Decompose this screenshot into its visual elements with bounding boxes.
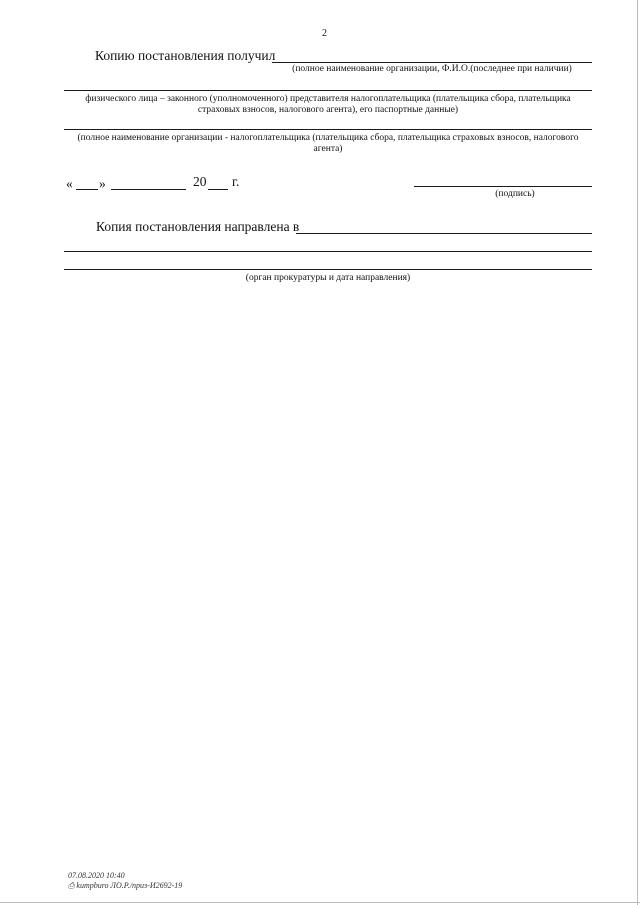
signature-caption: (подпись): [495, 189, 535, 199]
date-year-line: [208, 189, 228, 190]
date-day-line: [76, 189, 98, 190]
received-name-line: [272, 62, 592, 63]
sent-label: Копия постановления направлена в: [96, 219, 300, 234]
printer-icon: ⎙: [68, 881, 75, 890]
footer-path: [68, 881, 182, 891]
page-edge-bottom: [0, 902, 640, 903]
received-caption-2b: страховых взносов, налогового агента), его паспортные данные): [197, 105, 459, 115]
footer-path-text: kumpburo ЛО.Р./приз-И2692-19: [76, 881, 183, 890]
signature-line: [414, 186, 592, 187]
received-caption-1: (полное наименование организации, Ф.И.О.(последнее при наличии): [292, 64, 572, 74]
received-line-2: [64, 90, 592, 91]
date-month-line: [111, 189, 186, 190]
date-open-quote: «: [66, 176, 73, 191]
date-year-suffix: г.: [232, 174, 240, 189]
date-close-quote: »: [99, 176, 106, 191]
received-line-3: [64, 129, 592, 130]
received-caption-3a: (полное наименование организации - налогоплательщика (плательщика сбора, плательщика страховых взносов, налогового: [77, 133, 579, 143]
sent-caption: (орган прокуратуры и дата направления): [245, 273, 411, 283]
footer-timestamp: 07.08.2020 10:40: [68, 871, 125, 880]
date-year-prefix: 20: [193, 174, 207, 189]
sent-line-1: [296, 233, 592, 234]
page-edge-right: [637, 0, 638, 905]
page-number: 2: [322, 28, 327, 39]
sent-line-3: [64, 269, 592, 270]
received-caption-3b: агента): [313, 144, 343, 154]
received-label: Копию постановления получил: [95, 48, 276, 63]
received-caption-2a: физического лица – законного (уполномоченного) представителя налогоплательщика (плательщика сбора, плательщика: [85, 94, 571, 104]
sent-line-2: [64, 251, 592, 252]
